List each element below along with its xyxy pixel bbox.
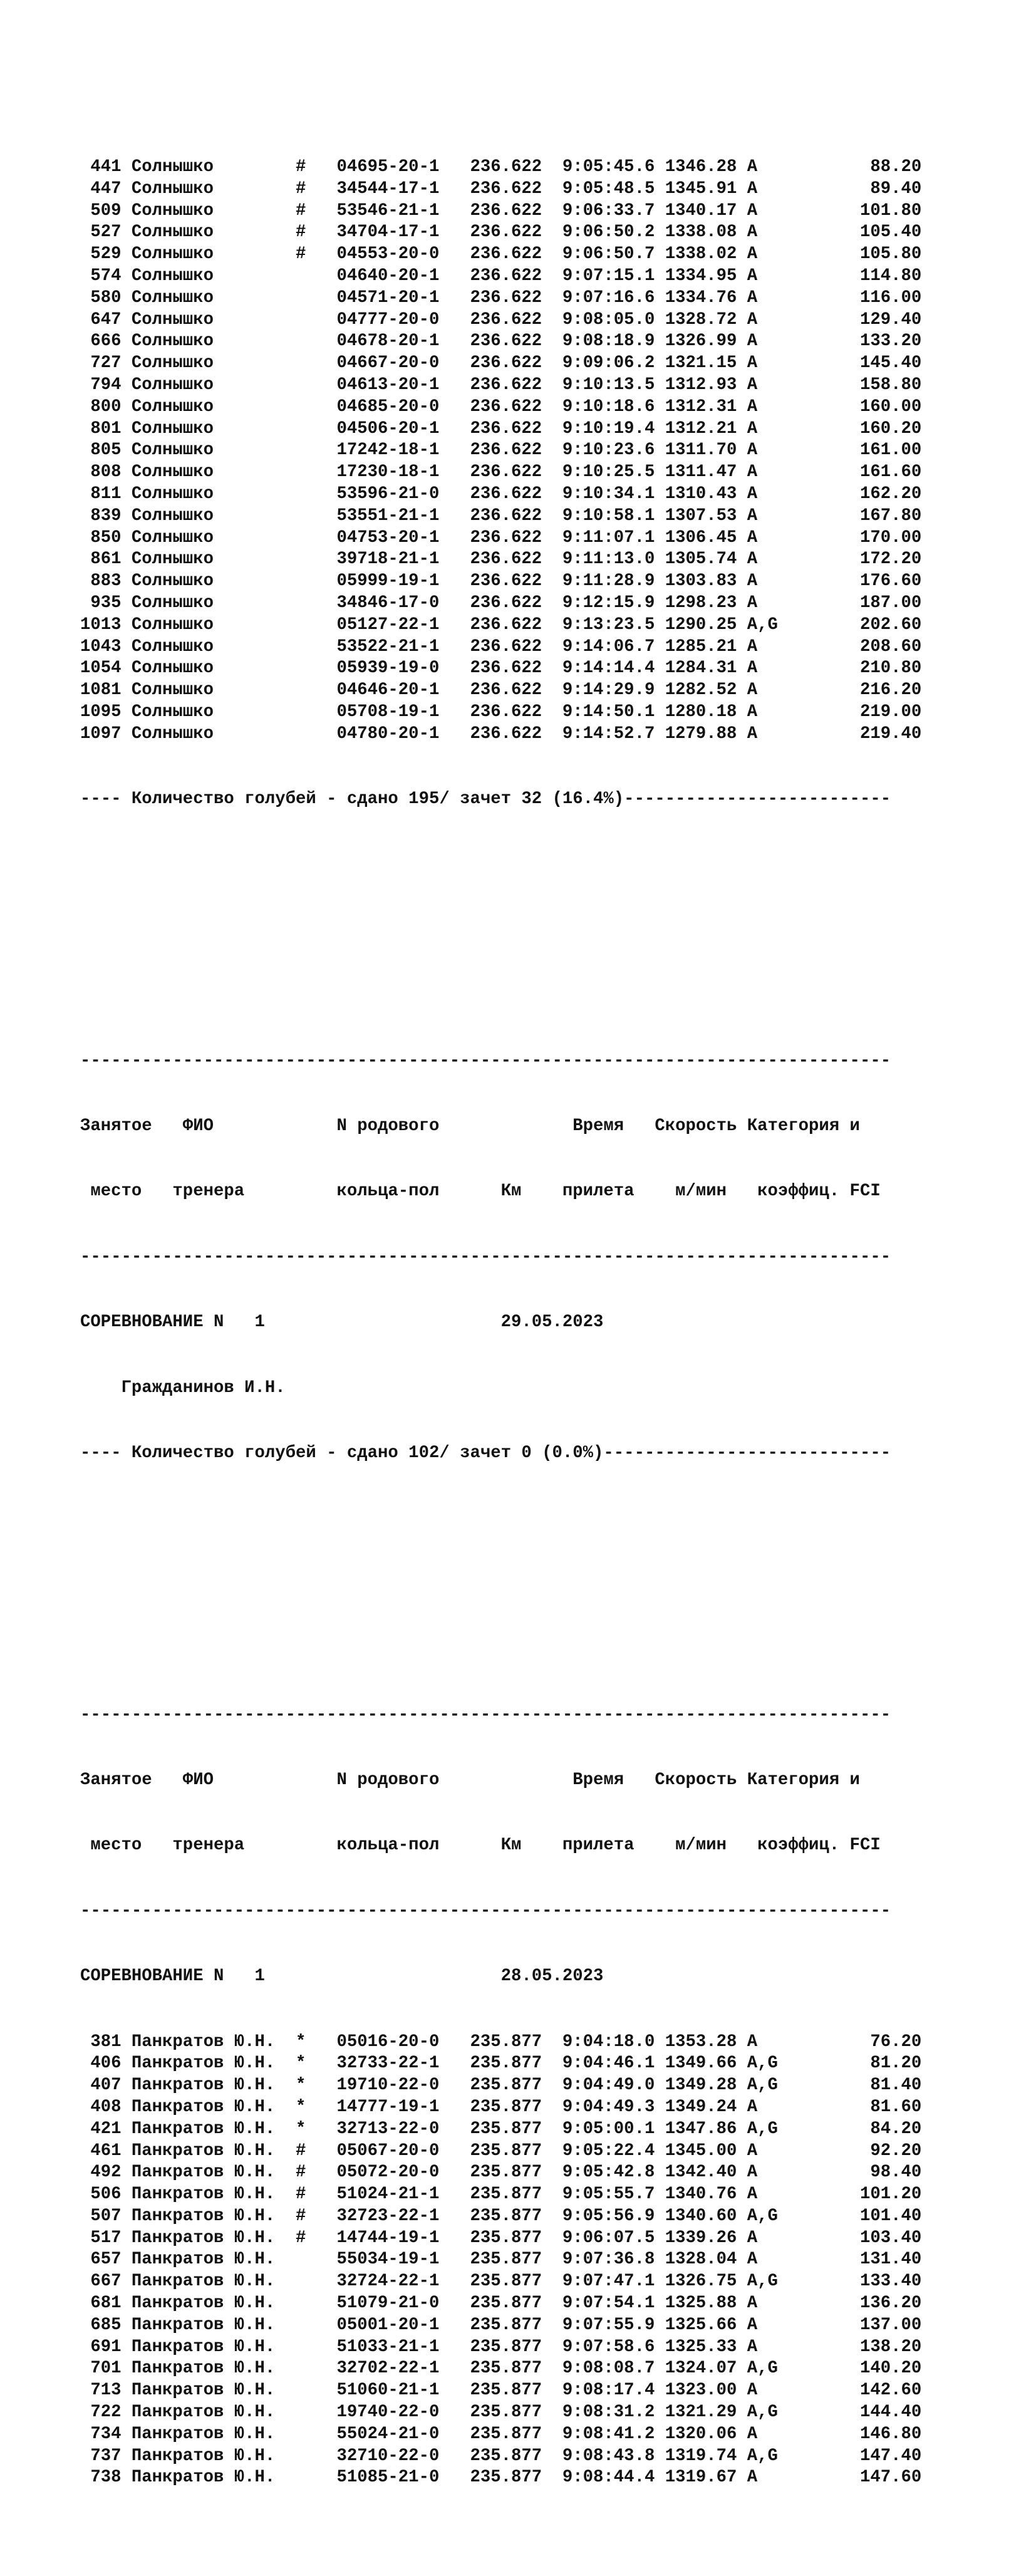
result-row: 722 Панкратов Ю.Н. 19740-22-0 235.877 9:08:31.2 1321.29 A,G 144.40 <box>80 2402 922 2423</box>
competition-title: СОРЕВНОВАНИЕ N 1 28.05.2023 <box>80 1966 604 1987</box>
result-row: 737 Панкратов Ю.Н. 32710-22-0 235.877 9:08:43.8 1319.74 A,G 147.40 <box>80 2446 922 2466</box>
result-row: 517 Панкратов Ю.Н. # 14744-19-1 235.877 9:06:07.5 1339.26 A 103.40 <box>80 2228 922 2248</box>
divider-line: ------------------------------------------------------------------------------- <box>80 1051 891 1071</box>
result-row: 381 Панкратов Ю.Н. * 05016-20-0 235.877 9:04:18.0 1353.28 A 76.20 <box>80 2032 922 2052</box>
column-header-row-2: место тренера кольца-пол Км прилета м/мин коэффиц. FCI <box>80 1836 881 1856</box>
result-row: 406 Панкратов Ю.Н. * 32733-22-1 235.877 9:04:46.1 1349.66 A,G 81.20 <box>80 2054 922 2074</box>
results-document <box>80 48 921 2576</box>
result-row: 1054 Солнышко 05939-19-0 236.622 9:14:14.4 1284.31 A 210.80 <box>80 658 922 678</box>
result-rows <box>80 2032 921 2490</box>
trainer-name: Гражданинов И.Н. <box>80 1378 286 1398</box>
result-row: 801 Солнышко 04506-20-1 236.622 9:10:19.4 1312.21 A 160.20 <box>80 418 922 439</box>
result-rows <box>80 157 921 745</box>
result-row: 691 Панкратов Ю.Н. 51033-21-1 235.877 9:07:58.6 1325.33 A 138.20 <box>80 2337 922 2357</box>
result-row: 492 Панкратов Ю.Н. # 05072-20-0 235.877 9:05:42.8 1342.40 A 98.40 <box>80 2163 922 2183</box>
result-row: 805 Солнышко 17242-18-1 236.622 9:10:23.6 1311.70 A 161.00 <box>80 440 922 460</box>
column-header-row-1: Занятое ФИО N родового Время Скорость Категория и <box>80 1770 860 1790</box>
result-row: 574 Солнышко 04640-20-1 236.622 9:07:15.1 1334.95 A 114.80 <box>80 266 922 286</box>
divider-line: ------------------------------------------------------------------------------- <box>80 1247 891 1267</box>
result-row: 800 Солнышко 04685-20-0 236.622 9:10:18.6 1312.31 A 160.00 <box>80 397 922 417</box>
result-row: 685 Панкратов Ю.Н. 05001-20-1 235.877 9:07:55.9 1325.66 A 137.00 <box>80 2315 922 2335</box>
result-row: 839 Солнышко 53551-21-1 236.622 9:10:58.1 1307.53 A 167.80 <box>80 506 922 526</box>
result-row: 647 Солнышко 04777-20-0 236.622 9:08:05.0 1328.72 A 129.40 <box>80 309 922 330</box>
result-row: 738 Панкратов Ю.Н. 51085-21-0 235.877 9:08:44.4 1319.67 A 147.60 <box>80 2468 922 2488</box>
result-row: 727 Солнышко 04667-20-0 236.622 9:09:06.2 1321.15 A 145.40 <box>80 353 922 373</box>
result-row: 407 Панкратов Ю.Н. * 19710-22-0 235.877 9:04:49.0 1349.28 A,G 81.40 <box>80 2075 922 2096</box>
section-3-results <box>80 1661 921 2533</box>
result-row: 883 Солнышко 05999-19-1 236.622 9:11:28.9 1303.83 A 176.60 <box>80 571 922 591</box>
section-1-results <box>80 113 921 854</box>
summary-line: ---- Количество голубей - сдано 102/ зачет 0 (0.0%)---------------------------- <box>80 1443 891 1463</box>
result-row: 811 Солнышко 53596-21-0 236.622 9:10:34.1 1310.43 A 162.20 <box>80 484 922 504</box>
spacer <box>80 1574 921 1596</box>
column-header-row-2: место тренера кольца-пол Км прилета м/мин коэффиц. FCI <box>80 1182 881 1202</box>
competition-title: СОРЕВНОВАНИЕ N 1 29.05.2023 <box>80 1312 604 1332</box>
result-row: 850 Солнышко 04753-20-1 236.622 9:11:07.1 1306.45 A 170.00 <box>80 527 922 548</box>
summary-line: ---- Количество голубей - сдано 195/ зачет 32 (16.4%)-------------------------- <box>80 789 891 809</box>
result-row: 667 Панкратов Ю.Н. 32724-22-1 235.877 9:07:47.1 1326.75 A,G 133.40 <box>80 2272 922 2292</box>
divider-line: ------------------------------------------------------------------------------- <box>80 1901 891 1921</box>
result-row: 794 Солнышко 04613-20-1 236.622 9:10:13.5 1312.93 A 158.80 <box>80 375 922 395</box>
result-row: 408 Панкратов Ю.Н. * 14777-19-1 235.877 9:04:49.3 1349.24 A 81.60 <box>80 2097 922 2117</box>
result-row: 713 Панкратов Ю.Н. 51060-21-1 235.877 9:08:17.4 1323.00 A 142.60 <box>80 2381 922 2401</box>
result-row: 507 Панкратов Ю.Н. # 32723-22-1 235.877 9:05:56.9 1340.60 A,G 101.40 <box>80 2206 922 2226</box>
column-header-row-1: Занятое ФИО N родового Время Скорость Категория и <box>80 1116 860 1136</box>
result-row: 529 Солнышко # 04553-20-0 236.622 9:06:50.7 1338.02 A 105.80 <box>80 244 922 264</box>
result-row: 506 Панкратов Ю.Н. # 51024-21-1 235.877 9:05:55.7 1340.76 A 101.20 <box>80 2184 922 2205</box>
result-row: 734 Панкратов Ю.Н. 55024-21-0 235.877 9:08:41.2 1320.06 A 146.80 <box>80 2424 922 2444</box>
result-row: 1097 Солнышко 04780-20-1 236.622 9:14:52.7 1279.88 A 219.40 <box>80 724 922 744</box>
section-2-results <box>80 1007 921 1508</box>
result-row: 461 Панкратов Ю.Н. # 05067-20-0 235.877 9:05:22.4 1345.00 A 92.20 <box>80 2141 922 2161</box>
result-row: 1043 Солнышко 53522-21-1 236.622 9:14:06.7 1285.21 A 208.60 <box>80 636 922 657</box>
result-row: 701 Панкратов Ю.Н. 32702-22-1 235.877 9:08:08.7 1324.07 A,G 140.20 <box>80 2359 922 2379</box>
result-row: 808 Солнышко 17230-18-1 236.622 9:10:25.5 1311.47 A 161.60 <box>80 462 922 482</box>
divider-line: ------------------------------------------------------------------------------- <box>80 1705 891 1725</box>
result-row: 935 Солнышко 34846-17-0 236.622 9:12:15.9 1298.23 A 187.00 <box>80 593 922 613</box>
result-row: 657 Панкратов Ю.Н. 55034-19-1 235.877 9:07:36.8 1328.04 A 131.40 <box>80 2250 922 2270</box>
result-row: 447 Солнышко # 34544-17-1 236.622 9:05:48.5 1345.91 A 89.40 <box>80 179 922 199</box>
result-row: 580 Солнышко 04571-20-1 236.622 9:07:16.6 1334.76 A 116.00 <box>80 288 922 308</box>
result-row: 1095 Солнышко 05708-19-1 236.622 9:14:50.1 1280.18 A 219.00 <box>80 702 922 722</box>
result-row: 509 Солнышко # 53546-21-1 236.622 9:06:33.7 1340.17 A 101.80 <box>80 200 922 221</box>
result-row: 666 Солнышко 04678-20-1 236.622 9:08:18.9 1326.99 A 133.20 <box>80 331 922 351</box>
spacer <box>80 920 921 942</box>
result-row: 421 Панкратов Ю.Н. * 32713-22-0 235.877 9:05:00.1 1347.86 A,G 84.20 <box>80 2119 922 2139</box>
result-row: 441 Солнышко # 04695-20-1 236.622 9:05:45.6 1346.28 A 88.20 <box>80 157 922 177</box>
result-row: 1081 Солнышко 04646-20-1 236.622 9:14:29.9 1282.52 A 216.20 <box>80 680 922 700</box>
result-row: 861 Солнышко 39718-21-1 236.622 9:11:13.0 1305.74 A 172.20 <box>80 549 922 569</box>
result-row: 681 Панкратов Ю.Н. 51079-21-0 235.877 9:07:54.1 1325.88 A 136.20 <box>80 2293 922 2314</box>
result-row: 527 Солнышко # 34704-17-1 236.622 9:06:50.2 1338.08 A 105.40 <box>80 222 922 242</box>
result-row: 1013 Солнышко 05127-22-1 236.622 9:13:23.5 1290.25 A,G 202.60 <box>80 615 922 635</box>
